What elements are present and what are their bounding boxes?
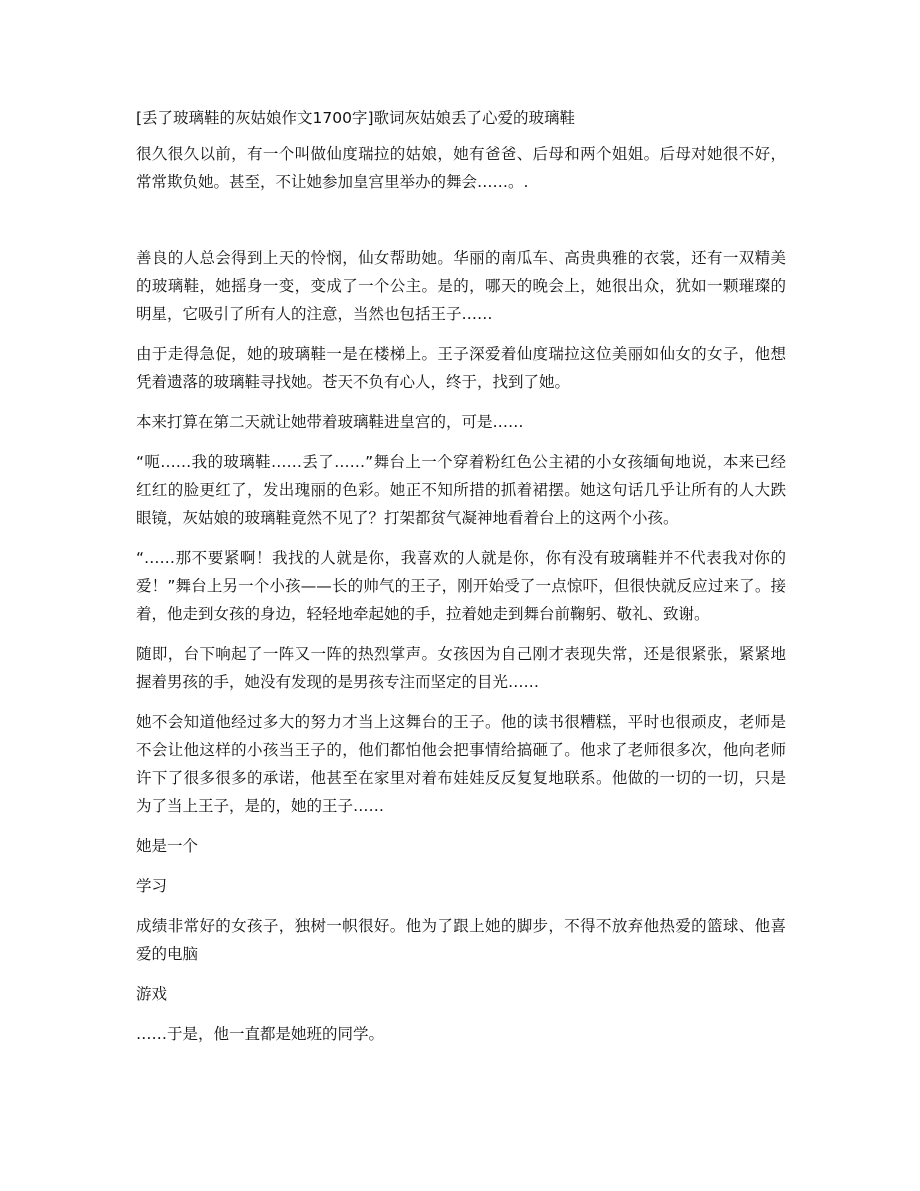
paragraph-11: 成绩非常好的女孩子，独树一帜很好。他为了跟上她的脚步，不得不放弃他热爱的篮球、他喜爱的电脑 — [136, 917, 786, 963]
paragraph-9: 她是一个 — [136, 837, 199, 855]
paragraph-5: “呃……我的玻璃鞋……丢了……”舞台上一个穿着粉红色公主裙的小女孩缅甸地说，本来已经红红的脸更红了，发出瑰丽的色彩。她正不知所措的抓着裙摆。她这句话几乎让所有的人大跌眼镜，灰姑娘的玻璃鞋竟然不见了？打架都贫气凝神地看着台上的这两个小孩。 — [136, 453, 786, 527]
document-page — [136, 104, 786, 1060]
paragraph-2: 善良的人总会得到上天的怜悯，仙女帮助她。华丽的南瓜车、高贵典雅的衣裳，还有一双精美的玻璃鞋，她摇身一变，变成了一个公主。是的，哪天的晚会上，她很出众，犹如一颗璀璨的明星，它吸引了所有人的注意，当然也包括王子…… — [136, 249, 786, 323]
paragraph-12: 游戏 — [136, 985, 168, 1003]
paragraph-gap — [136, 208, 786, 244]
paragraph-13: ……于是，他一直都是她班的同学。 — [136, 1025, 385, 1043]
paragraph-8: 她不会知道他经过多大的努力才当上这舞台的王子。他的读书很糟糕，平时也很顽皮，老师是不会让他这样的小孩当王子的，他们都怕他会把事情给搞砸了。他求了老师很多次，他向老师许下了很多很多的承诺，他甚至在家里对着布娃娃反反复复地联系。他做的一切的一切，只是为了当上王子，是的，她的王子…… — [136, 713, 786, 815]
paragraph-1: 很久很久以前，有一个叫做仙度瑞拉的姑娘，她有爸爸、后母和两个姐姐。后母对她很不好，常常欺负她。甚至，不让她参加皇宫里举办的舞会……。. — [136, 145, 786, 191]
paragraph-6: “……那不要紧啊！我找的人就是你，我喜欢的人就是你，你有没有玻璃鞋并不代表我对你的爱！”舞台上另一个小孩——长的帅气的王子，刚开始受了一点惊吓，但很快就反应过来了。接着，他走到女孩的身边，轻轻地牵起她的手，拉着她走到舞台前鞠躬、敬礼、致谢。 — [136, 549, 786, 623]
paragraph-10: 学习 — [136, 877, 168, 895]
paragraph-7: 随即，台下响起了一阵又一阵的热烈掌声。女孩因为自己刚才表现失常，还是很紧张，紧紧地握着男孩的手，她没有发现的是男孩专注而坚定的目光…… — [136, 645, 786, 691]
paragraph-3: 由于走得急促，她的玻璃鞋一是在楼梯上。王子深爱着仙度瑞拉这位美丽如仙女的女子，他想凭着遗落的玻璃鞋寻找她。苍天不负有心人，终于，找到了她。 — [136, 345, 786, 391]
document-title: [丢了玻璃鞋的灰姑娘作文1700字]歌词灰姑娘丢了心爱的玻璃鞋 — [136, 109, 576, 127]
paragraph-4: 本来打算在第二天就让她带着玻璃鞋进皇宫的，可是…… — [136, 413, 524, 431]
